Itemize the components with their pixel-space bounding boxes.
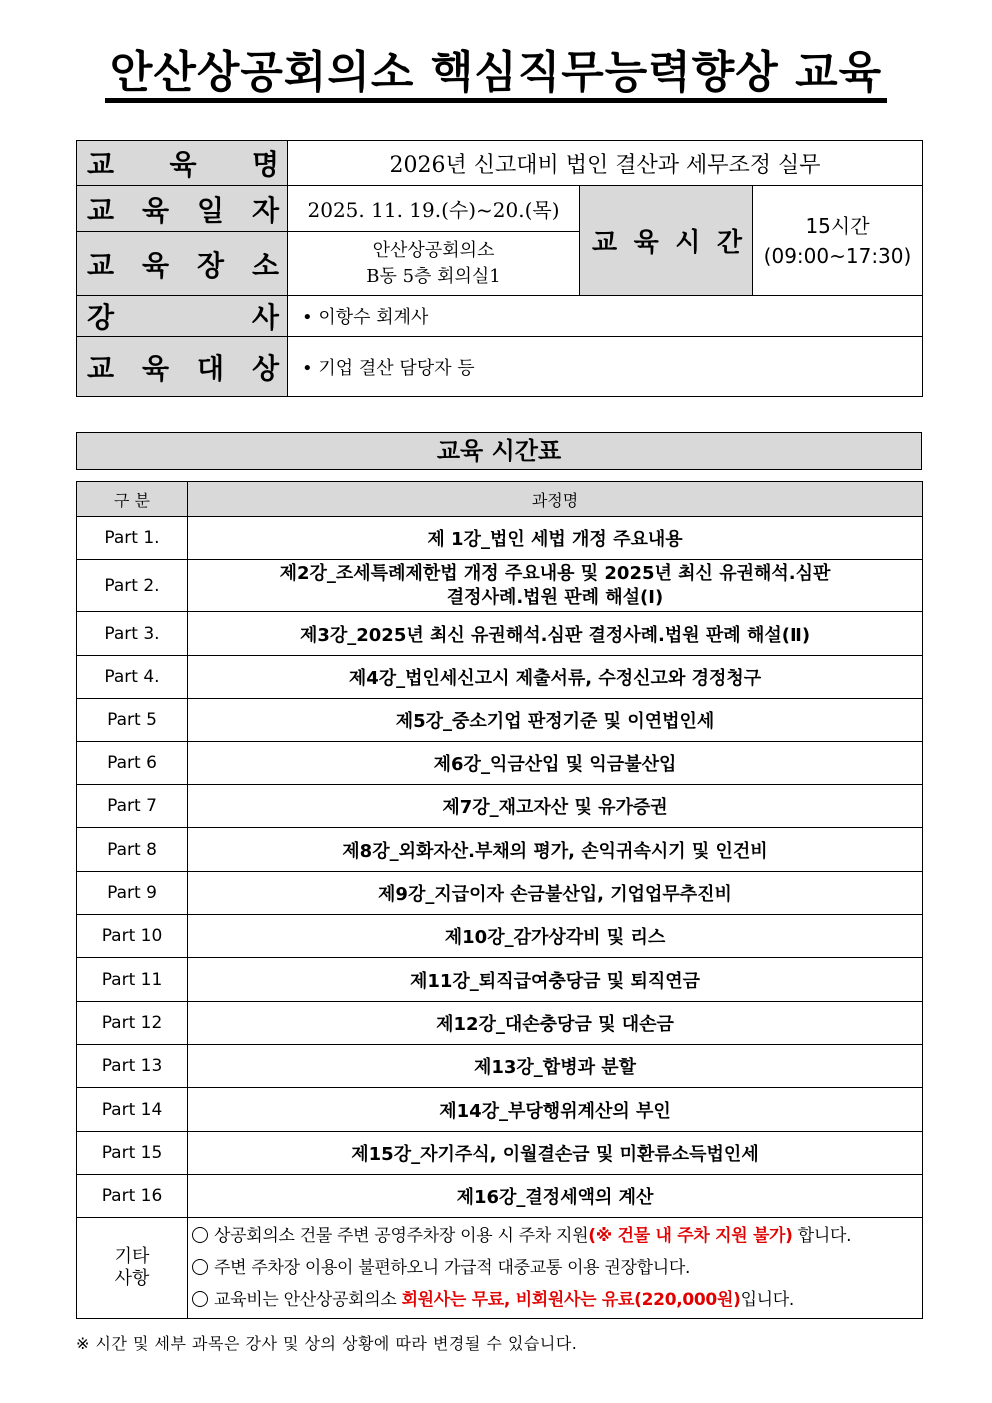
course-cell — [188, 560, 923, 612]
course-cell: 제15강_자기주식, 이월결손금 및 미환류소득법인세 — [188, 1132, 923, 1175]
part-cell: Part 7 — [77, 785, 188, 828]
table-row — [77, 1002, 923, 1045]
course-cell: 제6강_익금산입 및 익금불산입 — [188, 742, 923, 785]
schedule-table — [76, 481, 923, 1319]
table-row — [77, 1132, 923, 1175]
notes-row — [77, 1218, 923, 1319]
instructor-label: 강 사 — [77, 296, 288, 337]
course-cell: 제11강_퇴직급여충당금 및 퇴직연금 — [188, 958, 923, 1002]
name-label: 교 육 명 — [77, 141, 288, 186]
table-row — [77, 872, 923, 915]
part-cell: Part 3. — [77, 612, 188, 656]
course-cell: 제7강_재고자산 및 유가증권 — [188, 785, 923, 828]
course-cell: 제14강_부당행위계산의 부인 — [188, 1088, 923, 1132]
course-cell: 제10강_감가상각비 및 리스 — [188, 915, 923, 958]
table-row — [77, 1088, 923, 1132]
course-cell: 제3강_2025년 최신 유권해석.심판 결정사례.법원 판례 해설(Ⅱ) — [188, 612, 923, 656]
note-3 — [192, 1284, 922, 1316]
time-label: 교 육 시 간 — [580, 186, 753, 296]
note-1-text: 상공회의소 건물 주변 공영주차장 이용 시 주차 지원 — [214, 1226, 589, 1246]
part-cell: Part 16 — [77, 1175, 188, 1218]
note-3-text: 교육비는 안산상공회의소 — [214, 1290, 402, 1310]
course-cell: 제4강_법인세신고시 제출서류, 수정신고와 경정청구 — [188, 656, 923, 699]
page-title: 안산상공회의소 핵심직무능력향상 교육 — [109, 47, 883, 98]
course-cell: 제16강_결정세액의 계산 — [188, 1175, 923, 1218]
table-row — [77, 560, 923, 612]
table-row — [77, 785, 923, 828]
time-hours: 15시간 — [805, 213, 870, 238]
circle-bullet-icon — [192, 1291, 208, 1307]
info-table — [76, 140, 923, 397]
part-cell: Part 15 — [77, 1132, 188, 1175]
schedule-header — [77, 482, 923, 517]
place-value — [288, 232, 580, 296]
part-cell: Part 10 — [77, 915, 188, 958]
table-row — [77, 656, 923, 699]
note-3-highlight: 회원사는 무료, 비회원사는 유료(220,000원) — [401, 1290, 741, 1310]
course-cell: 제8강_외화자산.부채의 평가, 손익귀속시기 및 인건비 — [188, 828, 923, 872]
note-1-highlight: (※ 건물 내 주차 지원 불가) — [588, 1226, 793, 1246]
instructor-value: • 이항수 회계사 — [288, 296, 923, 337]
table-row — [77, 699, 923, 742]
notes-label-line2: 사항 — [114, 1268, 150, 1289]
table-row — [77, 742, 923, 785]
name-value: 2026년 신고대비 법인 결산과 세무조정 실무 — [288, 141, 923, 186]
course-cell: 제12강_대손충당금 및 대손금 — [188, 1002, 923, 1045]
table-row — [77, 517, 923, 560]
part-cell: Part 2. — [77, 560, 188, 612]
part-cell: Part 14 — [77, 1088, 188, 1132]
table-row — [77, 958, 923, 1002]
course-line1: 제2강_조세특례제한법 개정 주요내용 및 2025년 최신 유권해석.심판 — [279, 562, 831, 584]
part-cell: Part 6 — [77, 742, 188, 785]
table-row — [77, 828, 923, 872]
course-line2: 결정사례.법원 판례 해설(Ⅰ) — [446, 586, 664, 608]
time-value — [753, 186, 923, 296]
course-cell: 제13강_합병과 분할 — [188, 1045, 923, 1088]
part-cell: Part 13 — [77, 1045, 188, 1088]
note-3-end: 입니다. — [740, 1290, 795, 1310]
place-label: 교 육 장 소 — [77, 232, 288, 296]
part-cell: Part 12 — [77, 1002, 188, 1045]
notes-label-line1: 기타 — [114, 1246, 150, 1267]
target-label: 교 육 대 상 — [77, 337, 288, 397]
time-range: (09:00~17:30) — [763, 243, 912, 268]
table-row — [77, 1045, 923, 1088]
place-line1: 안산상공회의소 — [372, 239, 495, 261]
course-cell: 제 1강_법인 세법 개정 주요내용 — [188, 517, 923, 560]
footnote: ※ 시간 및 세부 과목은 강사 및 상의 상황에 따라 변경될 수 있습니다. — [76, 1334, 578, 1353]
note-2-text: 주변 주차장 이용이 불편하오니 가급적 대중교통 이용 권장합니다. — [214, 1258, 691, 1278]
course-cell: 제5강_중소기업 판정기준 및 이연법인세 — [188, 699, 923, 742]
table-row — [77, 612, 923, 656]
date-label: 교 육 일 자 — [77, 186, 288, 232]
target-value: • 기업 결산 담당자 등 — [288, 337, 923, 397]
notes-cell — [188, 1218, 923, 1319]
circle-bullet-icon — [192, 1259, 208, 1275]
part-cell: Part 5 — [77, 699, 188, 742]
note-1 — [192, 1220, 922, 1252]
note-2 — [192, 1252, 922, 1284]
header-course: 과정명 — [188, 482, 923, 517]
date-value: 2025. 11. 19.(수)~20.(목) — [288, 186, 580, 232]
circle-bullet-icon — [192, 1227, 208, 1243]
note-1-end: 합니다. — [792, 1226, 852, 1246]
course-cell: 제9강_지급이자 손금불산입, 기업업무추진비 — [188, 872, 923, 915]
part-cell: Part 1. — [77, 517, 188, 560]
part-cell: Part 11 — [77, 958, 188, 1002]
place-line2: B동 5층 회의실1 — [366, 265, 501, 287]
header-part: 구 분 — [77, 482, 188, 517]
title-underline — [105, 98, 887, 103]
notes-label — [77, 1218, 188, 1319]
part-cell: Part 8 — [77, 828, 188, 872]
table-row — [77, 1175, 923, 1218]
table-row — [77, 915, 923, 958]
schedule-title: 교육 시간표 — [76, 432, 922, 470]
part-cell: Part 9 — [77, 872, 188, 915]
part-cell: Part 4. — [77, 656, 188, 699]
